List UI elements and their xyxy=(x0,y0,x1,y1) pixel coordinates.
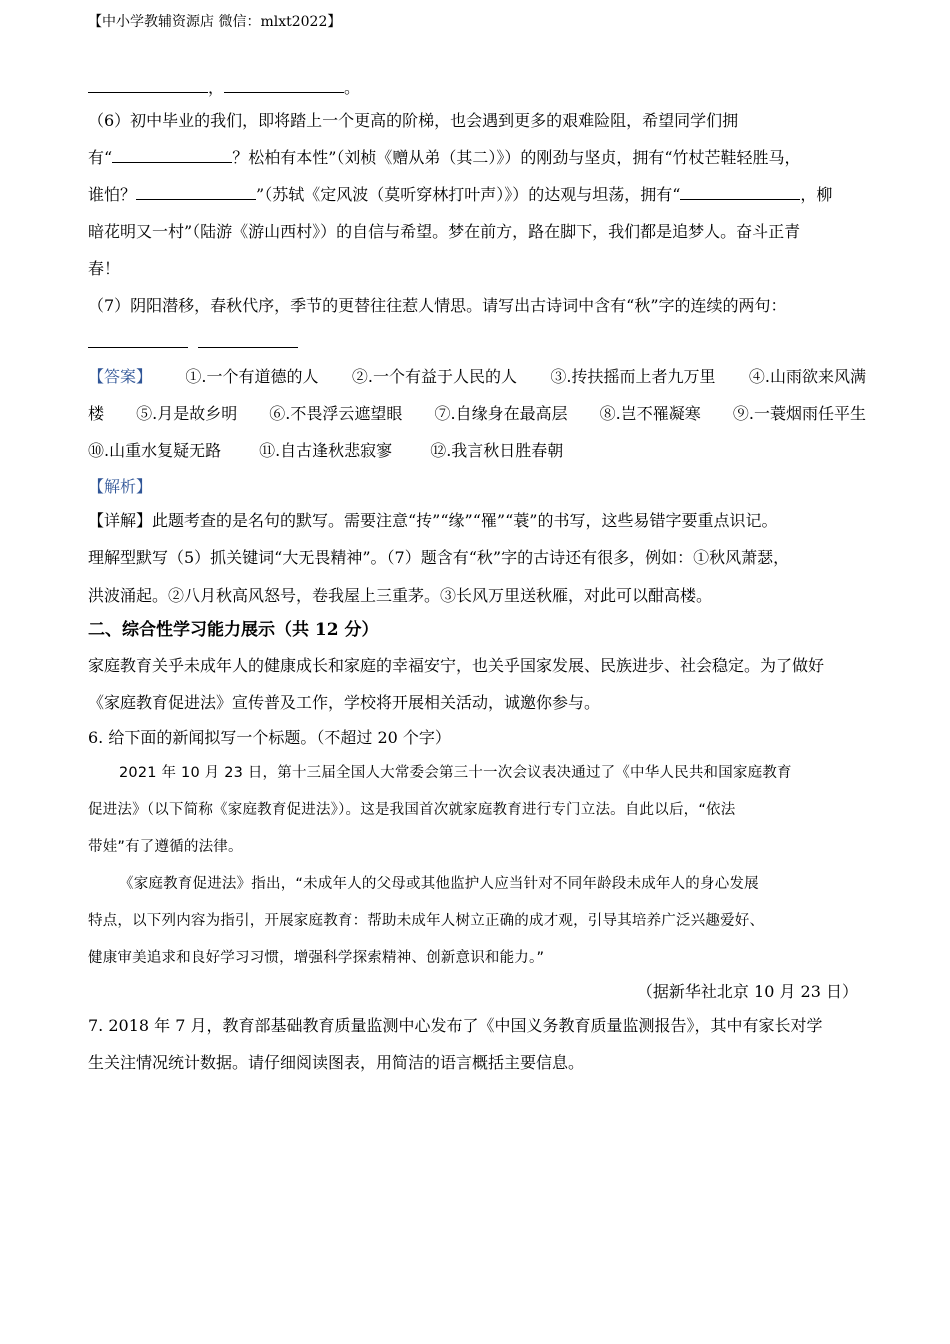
answer-item: ②.一个有益于人民的人 xyxy=(351,367,517,386)
answer-item: ⑦.自缘身在最高层 xyxy=(434,404,568,423)
answer-blank xyxy=(198,333,298,348)
answer-blank xyxy=(224,78,344,93)
answer-blank xyxy=(112,148,232,163)
text-fragment: 谁怕？ xyxy=(88,185,137,204)
answer-item: ⑨.一蓑烟雨任平生 xyxy=(732,404,866,423)
separator: ， xyxy=(208,78,225,97)
answer-item: ⑧.岂不罹凝寒 xyxy=(599,404,701,423)
text-fragment: ？松柏有本性”（刘桢《赠从弟（其二）》）的刚劲与坚贞，拥有“竹杖芒鞋轻胜马， xyxy=(232,148,801,167)
news-line-6: 健康审美追求和良好学习习惯，增强科学探索精神、创新意识和能力。” xyxy=(88,950,545,966)
analysis-label: 【解析】 xyxy=(88,477,153,496)
question-7-line-2: 生关注情况统计数据。请仔细阅读图表，用简洁的语言概括主要信息。 xyxy=(88,1053,585,1072)
news-line-2: 促进法》（以下简称《家庭教育促进法》）。这是我国首次就家庭教育进行专门立法。自此以后，“依法 xyxy=(88,802,736,818)
question-7-line-1: 7. 2018 年 7 月，教育部基础教育质量监测中心发布了《中国义务教育质量监测报告》，其中有家长对学 xyxy=(88,1016,823,1035)
news-source: （据新华社北京 10 月 23 日） xyxy=(636,982,858,1001)
q6-text-line-1: （6）初中毕业的我们，即将踏上一个更高的阶梯，也会遇到更多的艰难险阻，希望同学们拥 xyxy=(88,111,739,130)
q6-text-line-5: 春！ xyxy=(88,259,121,278)
q6-text-line-3 xyxy=(88,185,832,205)
answer-item: ⑥.不畏浮云遮望眼 xyxy=(269,404,403,423)
answer-item: ④.山雨欲来风满 xyxy=(748,367,866,386)
answer-item: ①.一个有道德的人 xyxy=(185,367,319,386)
analysis-detail-line-1: 【详解】此题考查的是名句的默写。需要注意“抟”“缘”“罹”“蓑”的书写，这些易错字要重点识记。 xyxy=(88,511,778,530)
text-fragment: ”（苏轼《定风波（莫听穿林打叶声）》）的达观与坦荡，拥有“ xyxy=(256,185,681,204)
separator: 。 xyxy=(344,78,361,97)
answer-line-2 xyxy=(88,404,866,424)
answer-item: ⑫.我言秋日胜春朝 xyxy=(430,441,564,460)
answer-item: ③.抟扶摇而上者九万里 xyxy=(550,367,716,386)
answer-label: 【答案】 xyxy=(88,367,153,386)
analysis-detail-line-3: 洪波涌起。②八月秋高风怒号，卷我屋上三重茅。③长风万里送秋雁，对此可以酣高楼。 xyxy=(88,586,713,605)
section-intro-line-1: 家庭教育关乎未成年人的健康成长和家庭的幸福安宁，也关乎国家发展、民族进步、社会稳定。为了做好 xyxy=(88,656,825,675)
answer-item: ⑩.山重水复疑无路 xyxy=(88,441,222,460)
q7-blank-line xyxy=(88,333,298,353)
answer-line-3 xyxy=(88,441,563,461)
answer-blank xyxy=(88,78,208,93)
q6-text-line-4: 暗花明又一村”（陆游《游山西村》）的自信与希望。梦在前方，路在脚下，我们都是追梦人。奋斗正青 xyxy=(88,222,801,241)
news-line-1: 2021 年 10 月 23 日，第十三届全国人大常委会第三十一次会议表决通过了《中华人民共和国家庭教育 xyxy=(119,765,792,781)
question-6: 6. 给下面的新闻拟写一个标题。（不超过 20 个字） xyxy=(88,728,451,747)
q7-text-line-1: （7）阴阳潜移，春秋代序，季节的更替往往惹人情思。请写出古诗词中含有“秋”字的连续的两句： xyxy=(88,296,787,315)
news-line-3: 带娃”有了遵循的法律。 xyxy=(88,839,243,855)
news-line-5: 特点，以下列内容为指引，开展家庭教育：帮助未成年人树立正确的成才观，引导其培养广泛兴趣爱好、 xyxy=(88,913,765,929)
watermark-header: 【中小学教辅资源店 微信：mlxt2022】 xyxy=(88,14,342,30)
news-line-4: 《家庭教育促进法》指出，“未成年人的父母或其他监护人应当针对不同年龄段未成年人的身心发展 xyxy=(119,876,759,892)
answer-blank xyxy=(136,185,256,200)
fill-blank-line xyxy=(88,78,360,98)
answer-item: 楼 xyxy=(88,404,105,423)
answer-item: ⑪.自古逢秋悲寂寥 xyxy=(259,441,393,460)
answer-blank xyxy=(680,185,800,200)
q6-text-line-2 xyxy=(88,148,801,168)
analysis-detail-line-2: 理解型默写（5）抓关键词“大无畏精神”。（7）题含有“秋”字的古诗还有很多，例如：①秋风萧瑟， xyxy=(88,548,790,567)
answer-item: ⑤.月是故乡明 xyxy=(136,404,238,423)
answer-line-1 xyxy=(88,367,866,387)
section-intro-line-2: 《家庭教育促进法》宣传普及工作，学校将开展相关活动，诚邀你参与。 xyxy=(88,693,601,712)
text-fragment: 有“ xyxy=(88,148,113,167)
answer-blank xyxy=(88,333,188,348)
section-title: 二、综合性学习能力展示（共 12 分） xyxy=(88,620,379,640)
text-fragment: ，柳 xyxy=(800,185,833,204)
